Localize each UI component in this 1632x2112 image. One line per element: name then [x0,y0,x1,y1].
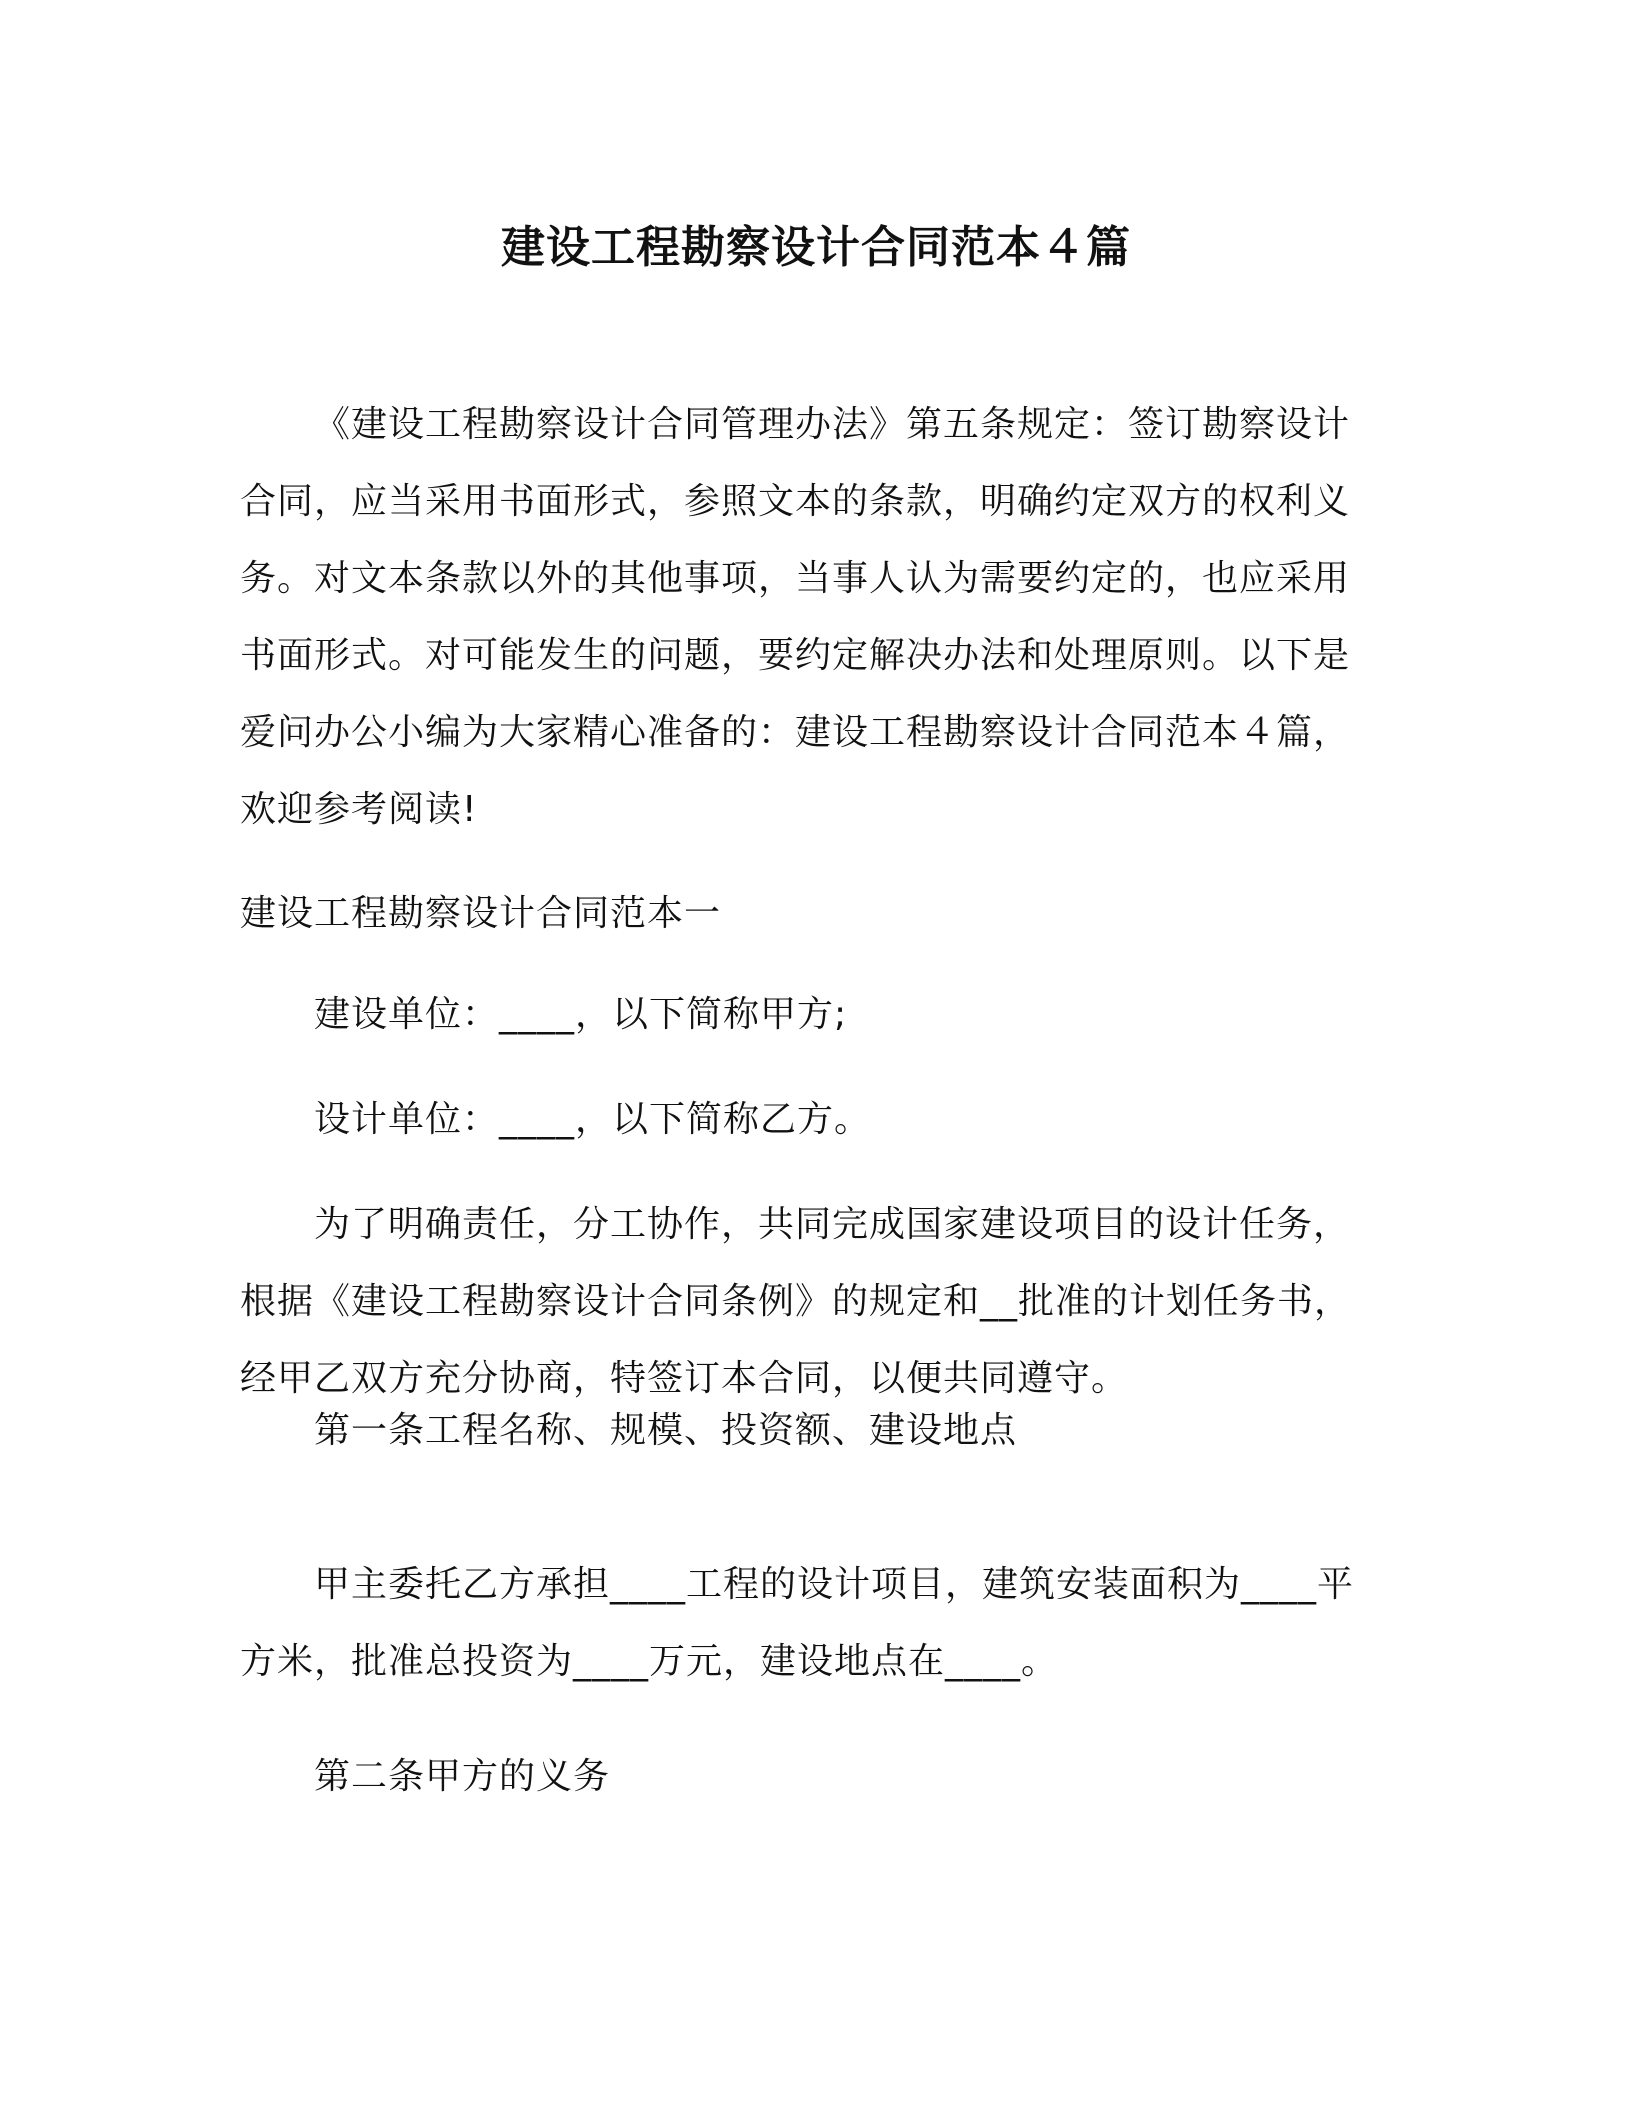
article-1-body: 甲主委托乙方承担____工程的设计项目，建筑安装面积为____平方米，批准总投资为____万元，建设地点在____。 [240,1564,1355,1682]
document-title: 建设工程勘察设计合同范本４篇 [501,222,1131,273]
purpose-paragraph: 为了明确责任，分工协作，共同完成国家建设项目的设计任务，根据《建设工程勘察设计合同条例》的规定和__批准的计划任务书，经甲乙双方充分协商，特签订本合同，以便共同遵守。 [240,1204,1352,1399]
intro-paragraph: 《建设工程勘察设计合同管理办法》第五条规定：签订勘察设计合同，应当采用书面形式，参照文本的条款，明确约定双方的权利义务。对文本条款以外的其他事项，当事人认为需要约定的，也应采用书面形式。对可能发生的问题，要约定解决办法和处理原则。以下是爱问办公小编为大家精心准备的：建设工程勘察设计合同范本４篇，欢迎参考阅读! [240,404,1351,830]
section-heading: 建设工程勘察设计合同范本一 [240,893,722,934]
article-2-heading: 第二条甲方的义务 [314,1756,611,1797]
party-b-line: 设计单位：____，以下简称乙方。 [314,1099,872,1140]
article-1-heading: 第一条工程名称、规模、投资额、建设地点 [314,1410,1018,1451]
party-a-line: 建设单位：____，以下简称甲方; [314,994,848,1035]
